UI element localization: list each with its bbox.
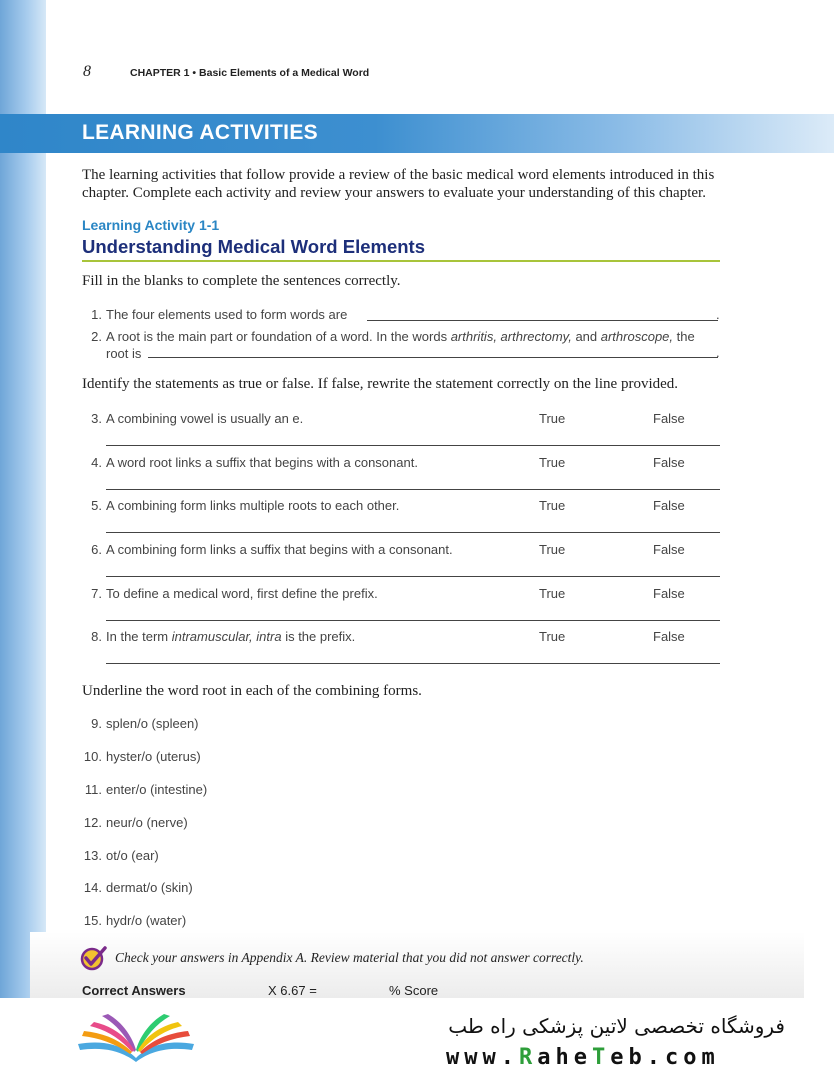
- true-option[interactable]: True: [539, 498, 566, 513]
- activity-title: Understanding Medical Word Elements: [82, 236, 425, 257]
- activity-divider: [82, 260, 720, 262]
- item-text: hydr/o (water): [106, 913, 187, 928]
- question-text: A combining vowel is usually an e.: [106, 411, 304, 426]
- question-number: 8.: [91, 629, 102, 644]
- combining-form-item[interactable]: [83, 913, 187, 928]
- question-text: is the prefix.: [281, 629, 356, 644]
- answer-line-4[interactable]: [106, 489, 720, 490]
- question-number: 2.: [91, 329, 102, 344]
- question-5: [91, 498, 400, 513]
- url-accent: R: [518, 1045, 538, 1070]
- question-italic: intramuscular, intra: [171, 629, 282, 644]
- combining-form-item[interactable]: [84, 782, 208, 797]
- book-logo-icon: [72, 1006, 200, 1068]
- url-accent: T: [591, 1045, 611, 1070]
- answer-line-7[interactable]: [106, 620, 720, 621]
- instruction-underline: Underline the word root in each of the combining forms.: [82, 683, 422, 699]
- false-option[interactable]: False: [653, 586, 685, 601]
- question-text: To define a medical word, first define the prefix.: [106, 586, 378, 601]
- question-text: and: [571, 329, 601, 344]
- question-3: [91, 411, 304, 426]
- item-text: splen/o (spleen): [106, 716, 199, 731]
- item-text: hyster/o (uterus): [106, 749, 201, 764]
- item-number: 15.: [83, 913, 102, 928]
- answer-line-6[interactable]: [106, 576, 720, 577]
- url-suffix: .com: [646, 1045, 720, 1070]
- url-part: ahe: [537, 1045, 592, 1070]
- combining-form-item[interactable]: [83, 815, 188, 830]
- item-number: 9.: [91, 716, 102, 731]
- question-number: 4.: [91, 455, 102, 470]
- question-6: [91, 542, 453, 557]
- question-number: 6.: [91, 542, 102, 557]
- score-label: % Score: [389, 983, 439, 998]
- question-text: A word root links a suffix that begins with a consonant.: [106, 455, 418, 470]
- question-text: A combining form links multiple roots to each other.: [106, 498, 400, 513]
- false-option[interactable]: False: [653, 455, 685, 470]
- item-number: 10.: [83, 749, 102, 764]
- answer-blank-1[interactable]: [367, 320, 718, 321]
- question-text: the: [673, 329, 695, 344]
- item-text: enter/o (intestine): [106, 782, 208, 797]
- correct-answers-label: Correct Answers: [82, 983, 186, 998]
- true-option[interactable]: True: [539, 455, 566, 470]
- item-number: 11.: [84, 782, 102, 797]
- question-text: A root is the main part or foundation of a word. In the words: [106, 329, 451, 344]
- instruction-true-false: Identify the statements as true or false. If false, rewrite the statement correctly on the line provided.: [82, 376, 679, 392]
- question-number: 1.: [91, 307, 102, 322]
- question-number: 5.: [91, 498, 102, 513]
- instruction-fill-blanks: Fill in the blanks to complete the sentences correctly.: [82, 273, 401, 289]
- running-head: CHAPTER 1 • Basic Elements of a Medical Word: [130, 67, 370, 79]
- false-option[interactable]: False: [653, 498, 685, 513]
- item-number: 12.: [83, 815, 102, 830]
- false-option[interactable]: False: [653, 629, 685, 644]
- question-number: 3.: [91, 411, 102, 426]
- true-option[interactable]: True: [539, 542, 566, 557]
- question-4: [91, 455, 418, 470]
- question-text: The four elements used to form words are: [106, 307, 348, 322]
- intro-paragraph: The learning activities that follow provide a review of the basic medical word elements introduced in this chapter. Complete each activity and review your answers to evaluate your understanding of this chapter.: [82, 167, 715, 201]
- question-text: A combining form links a suffix that begins with a consonant.: [106, 542, 453, 557]
- item-text: dermat/o (skin): [106, 880, 193, 895]
- page-number: 8: [83, 63, 91, 80]
- multiplier-label: X 6.67 =: [268, 983, 317, 998]
- true-option[interactable]: True: [539, 629, 566, 644]
- item-text: ot/o (ear): [106, 848, 159, 863]
- question-italic: arthritis, arthrectomy,: [450, 329, 572, 344]
- item-number: 13.: [83, 848, 102, 863]
- item-number: 14.: [83, 880, 102, 895]
- answer-line-8[interactable]: [106, 663, 720, 664]
- url-part: eb: [610, 1045, 647, 1070]
- false-option[interactable]: False: [653, 542, 685, 557]
- question-7: [91, 586, 378, 601]
- check-answers-note: Check your answers in Appendix A. Review material that you did not answer correctly.: [115, 950, 584, 965]
- question-text: In the term: [106, 629, 172, 644]
- true-option[interactable]: True: [539, 586, 566, 601]
- question-2: [91, 329, 720, 344]
- period: .: [716, 345, 720, 360]
- period: .: [716, 307, 720, 322]
- answer-blank-2[interactable]: [148, 357, 718, 358]
- store-name: فروشگاه تخصصی لاتین پزشکی راه طب: [448, 1014, 785, 1038]
- combining-form-item[interactable]: [83, 880, 193, 895]
- combining-form-item[interactable]: [83, 749, 201, 764]
- answer-line-3[interactable]: [106, 445, 720, 446]
- combining-form-item[interactable]: [83, 848, 159, 863]
- question-1: [91, 307, 348, 322]
- false-option[interactable]: False: [653, 411, 685, 426]
- question-italic: arthroscope,: [600, 329, 674, 344]
- combining-form-item[interactable]: [91, 716, 199, 731]
- question-8: [91, 629, 356, 644]
- store-url: [446, 1045, 720, 1070]
- section-title: LEARNING ACTIVITIES: [82, 121, 318, 144]
- question-number: 7.: [91, 586, 102, 601]
- item-text: neur/o (nerve): [106, 815, 188, 830]
- true-option[interactable]: True: [539, 411, 566, 426]
- url-prefix: www.: [446, 1045, 519, 1070]
- question-2-line2: root is: [106, 346, 142, 361]
- activity-label: Learning Activity 1-1: [82, 217, 220, 233]
- answer-line-5[interactable]: [106, 532, 720, 533]
- checkmark-icon: [80, 945, 108, 971]
